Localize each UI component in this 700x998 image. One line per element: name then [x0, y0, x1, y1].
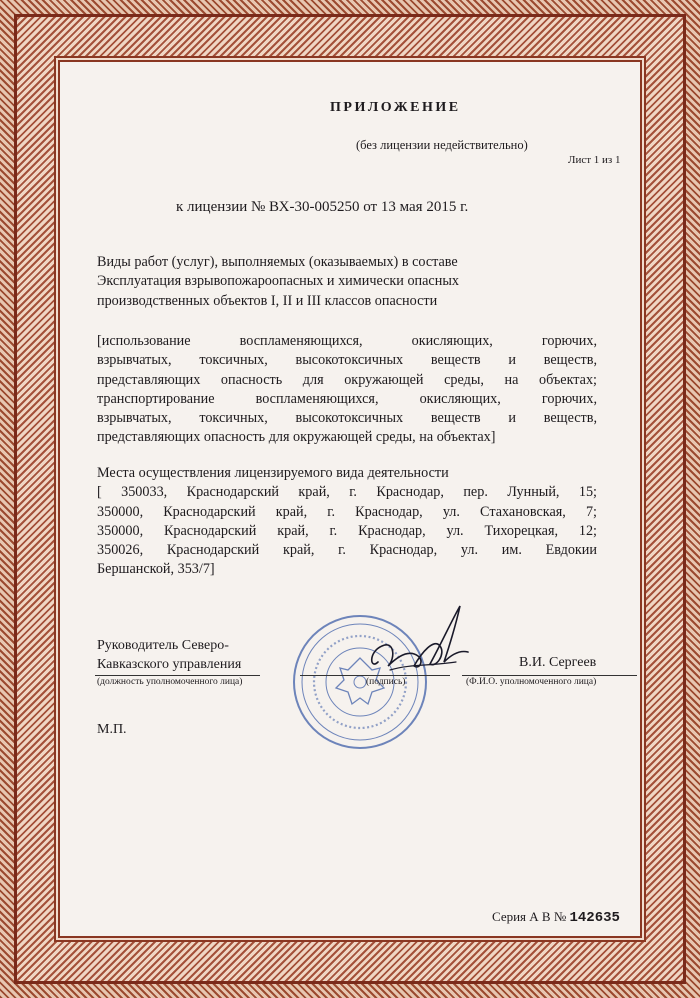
activity-scope	[97, 332, 597, 448]
text-line: представляющих опасность для окружающей среды, на объектах;	[97, 371, 597, 388]
activity-locations	[97, 464, 597, 580]
position-caption: (должность уполномоченного лица)	[97, 677, 243, 687]
text-line: взрывчатых, токсичных, высокотоксичных веществ и веществ,	[97, 410, 597, 427]
form-series	[492, 909, 620, 926]
position-line: Кавказского управления	[97, 657, 242, 672]
text-line: производственных объектов I, II и III классов опасности	[97, 292, 438, 309]
signature-underline	[300, 675, 450, 676]
document-title: ПРИЛОЖЕНИЕ	[330, 100, 461, 115]
text-line: Бершанской, 353/7]	[97, 561, 215, 578]
position-underline	[95, 675, 260, 676]
series-number: 142635	[569, 910, 620, 926]
text-line: представляющих опасность для окружающей среды, на объектах]	[97, 429, 496, 446]
signature-caption: (подпись)	[366, 677, 406, 687]
position-line: Руководитель Северо-	[97, 638, 229, 653]
text-line: взрывчатых, токсичных, высокотоксичных веществ и веществ,	[97, 352, 597, 369]
text-line: Виды работ (услуг), выполняемых (оказываемых) в составе	[97, 254, 458, 270]
name-underline	[462, 675, 637, 676]
activity-description	[97, 253, 597, 311]
validity-note: (без лицензии недействительно)	[356, 138, 528, 152]
text-line: Эксплуатация взрывопожароопасных и химически опасных	[97, 273, 459, 290]
text-line: [ 350033, Краснодарский край, г. Краснодар, пер. Лунный, 15;	[97, 484, 597, 501]
series-label: Серия А В №	[492, 909, 567, 924]
name-caption: (Ф.И.О. уполномоченного лица)	[466, 677, 597, 687]
text-line: транспортирование воспламеняющихся, окисляющих, горючих,	[97, 390, 597, 407]
official-position	[97, 636, 241, 674]
seal-place-mark: М.П.	[97, 722, 127, 737]
text-line: Места осуществления лицензируемого вида деятельности	[97, 465, 449, 481]
text-line: [использование воспламеняющихся, окисляющих, горючих,	[97, 333, 597, 349]
text-line: 350026, Краснодарский край, г. Краснодар, ул. им. Евдокии	[97, 542, 597, 559]
text-line: 350000, Краснодарский край, г. Краснодар, ул. Тихорецкая, 12;	[97, 522, 597, 539]
license-reference: к лицензии № ВХ-30-005250 от 13 мая 2015 г.	[176, 199, 469, 215]
text-line: 350000, Краснодарский край, г. Краснодар, ул. Стахановская, 7;	[97, 503, 597, 520]
official-name: В.И. Сергеев	[519, 655, 597, 670]
sheet-number: Лист 1 из 1	[568, 154, 621, 166]
